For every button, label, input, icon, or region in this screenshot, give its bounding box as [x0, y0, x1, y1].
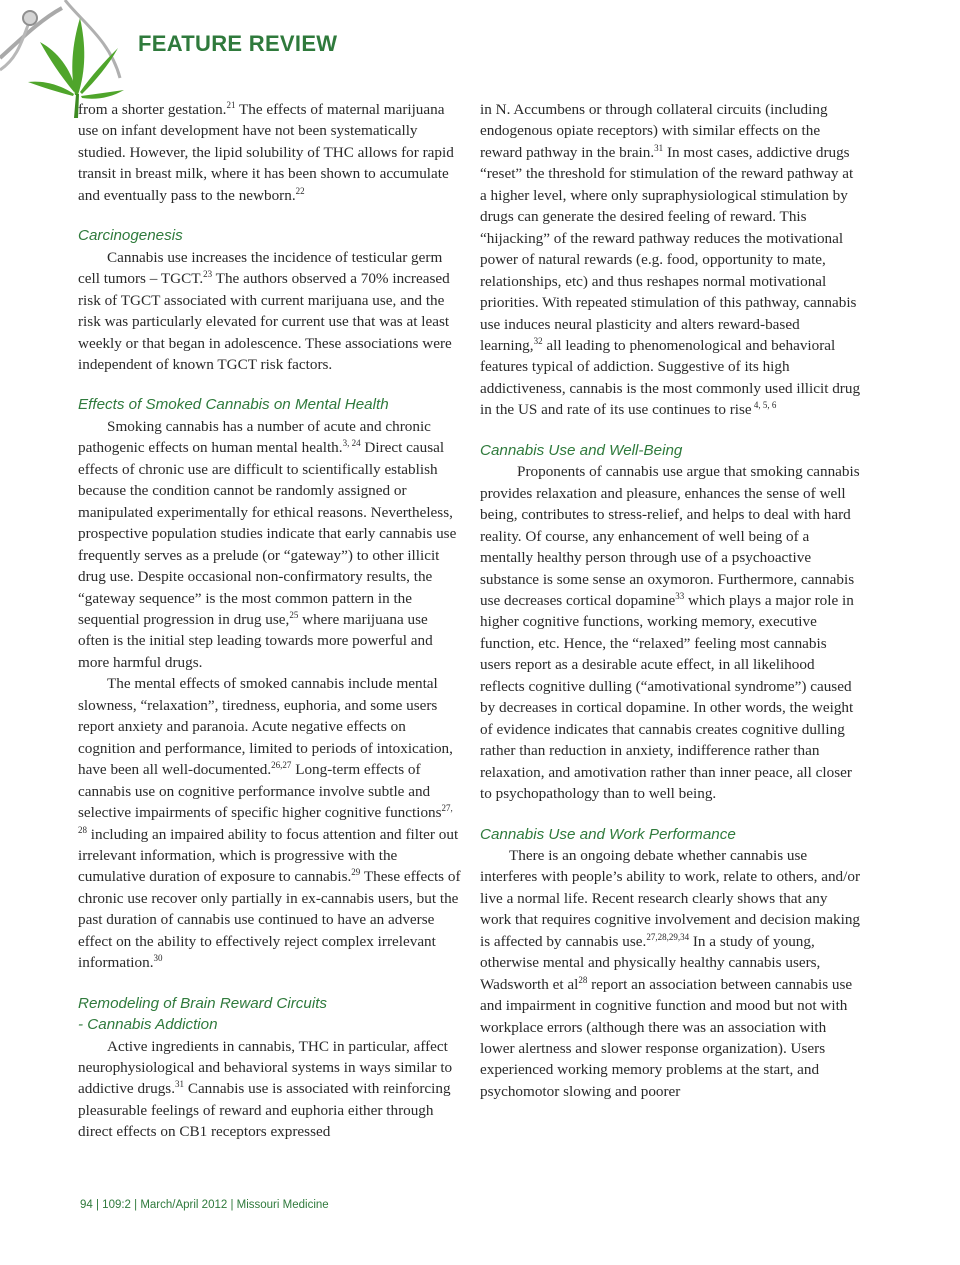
right-column [480, 99, 861, 1102]
heading-well-being: Cannabis Use and Well-Being [480, 441, 683, 459]
paragraph: in N. Accumbens or through collateral circuits (including endogenous opiate receptors) with similar effects on the reward pathway in the brain.$^{31}$ In most cases, addictive drugs “reset” the threshold for stimulation of the reward pathway at a higher level, where only supraphysiological stimulation by drugs can generate the desired feeling of reward. This “hijacking” of the reward pathway reduces the motivational power of natural rewards (e.g. food, opportunity to mate, relationships, etc) and thus reshapes normal motivational priorities. With repeated stimulation of this pathway, cannabis use induces neural plasticity and alters reward-based learning,$^{32}$ all leading to phenomenological and behavioral features typical of addiction. Suggestive of its high addictiveness, cannabis is the most commonly used illicit drug in the US and rate of its use continues to rise $^{4, 5, 6}$ [480, 101, 861, 419]
paragraph: from a shorter gestation.$^{21}$ The effects of maternal marijuana use on infant development have not been systematically studied. However, the lipid solubility of THC allows for rapid transit in breast milk, where it has been shown to accumulate and eventually pass to the newborn.$^{22}$ [78, 100, 454, 204]
heading-work-performance: Cannabis Use and Work Performance [480, 825, 736, 843]
paragraph: There is an ongoing debate whether cannabis use interferes with people’s ability to work, relate to others, and/or live a normal life. Recent research clearly shows that any work that requires cognitive involvement and decision making is affected by cannabis use.$^{27,28,29,34}$ In a study of young, otherwise mental and physically healthy cannabis users, Wadsworth et $al^{28}$ report an association between cannabis use and impairment in cognitive function and mood but not with workplace errors (although there was an association with lower alertness and slower response organization). Users experienced working memory problems at the start, and psychomotor slowing and poorer [480, 846, 861, 1100]
heading-carcinogenesis: Carcinogenesis [78, 227, 183, 245]
left-column [78, 99, 462, 1143]
stethoscope-chestpiece [23, 11, 37, 25]
paragraph: Smoking cannabis has a number of acute and chronic pathogenic effects on human mental health.$^{3, 24}$ Direct causal effects of chronic use are difficult to scientifically establish because the condition cannot be randomly assigned or manipulated experimentally for ethical reasons. Nevertheless, prospective population studies indicate that early cannabis use frequently serves as a prelude (or “gateway”) to other illicit drug use. Despite occasional non-confirmatory results, the “gateway sequence” is the most common pattern in the sequential progression in drug use,$^{25}$ where marijuana use often is the initial step leading towards more powerful and more harmful drugs. [78, 417, 457, 671]
heading-mental-health: Effects of Smoked Cannabis on Mental Health [78, 396, 389, 414]
paragraph: Proponents of cannabis use argue that smoking cannabis provides relaxation and pleasure, enhances the sense of well being, contributes to stress-relief, and helps to deal with hard reality. Of course, any enhancement of well being of a mentally healthy person through use of a psychoactive substance is some sense an oxymoron. Furthermore, cannabis use decreases cortical dopamine$^{33}$ which plays a major role in higher cognitive functions, working memory, executive function, etc. Hence, the “relaxed” feeling most cannabis users report as a desirable acute effect, in all likelihood reflects cognitive dulling (“amotivational syndrome”) caused by decreases in cortical dopamine. In other words, the weight of evidence indicates that cannabis creates cognitive dulling rather than reduction in anxiety, indifference rather than relaxation, and amotivation rather than inner peace, all closer to psychopathology than to well being. [480, 463, 860, 803]
section-title: FEATURE REVIEW [138, 31, 338, 56]
page-footer: 94 | 109:2 | March/April 2012 | Missouri Medicine [80, 1199, 329, 1211]
paragraph: Cannabis use increases the incidence of testicular germ cell tumors – TGCT.$^{23}$ The authors observed a 70% increased risk of TGCT associated with current marijuana use, and the risk was particularly elevated for current use that was at least weekly or that began in adolescence. These associations were independent of known TGCT risk factors. [78, 248, 452, 373]
paragraph: The mental effects of smoked cannabis include mental slowness, “relaxation”, tiredness, euphoria, and some users report anxiety and paranoia. Acute negative effects on cognition and performance, limited to periods of intoxication, have been all well-documented.$^{26,27}$ Long-term effects of cannabis use on cognitive performance involve subtle and selective impairments of specific higher cognitive functions$^{27, 28}$ including an impaired ability to focus attention and filter out irrelevant information, which is progressive with the cumulative duration of exposure to cannabis.$^{29}$ These effects of chronic use recover only partially in ex-cannabis users, but the past duration of cannabis use continued to have an adverse effect on the ability to effectively reject complex irrelevant information.$^{30}$ [78, 675, 461, 972]
paragraph: Active ingredients in cannabis, THC in particular, affect neurophysiological and behavioral systems in ways similar to addictive drugs.$^{31}$ Cannabis use is associated with reinforcing pleasurable feelings of reward and euphoria either through direct effects on CB1 receptors expressed [78, 1037, 453, 1141]
heading-brain-reward: Remodeling of Brain Reward Circuits - Cannabis Addiction [78, 994, 328, 1034]
